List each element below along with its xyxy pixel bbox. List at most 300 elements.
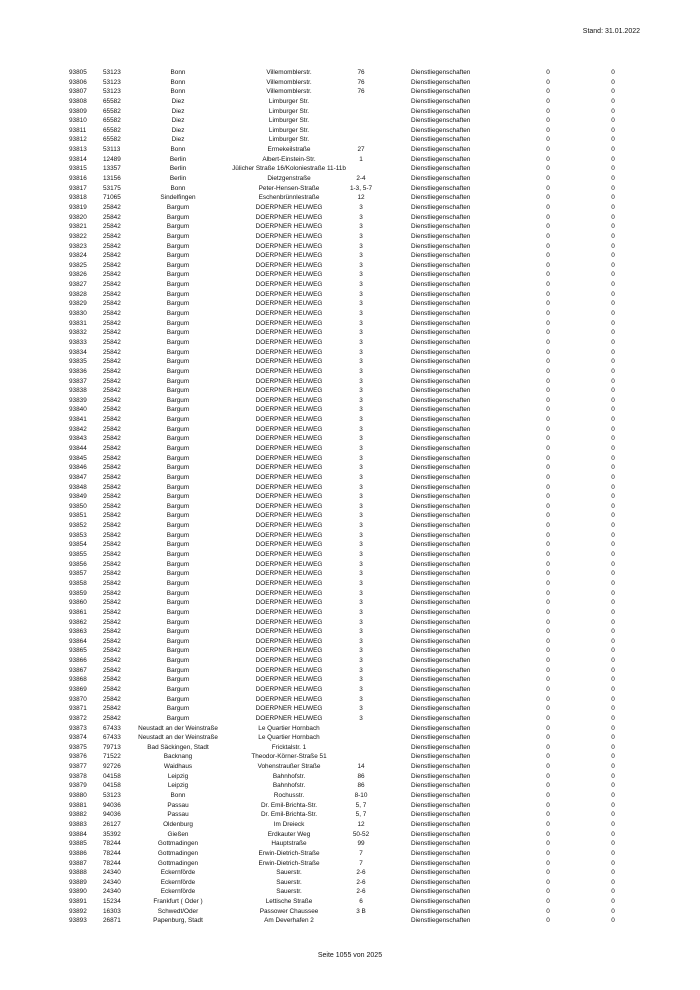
city: Bargum (166, 628, 190, 636)
row-id: 93851 (69, 512, 87, 520)
house-number: 1 (359, 155, 363, 163)
house-number: 3 (359, 367, 363, 375)
table-row (0, 116, 700, 126)
house-number: 3 (359, 483, 363, 491)
row-id: 93825 (69, 261, 87, 269)
street: DOERPNER HEUWEG (255, 464, 323, 472)
table-row (0, 155, 700, 165)
postal-code: 67433 (103, 724, 121, 732)
property-type: Dienstliegenschaften (411, 348, 471, 356)
table-row (0, 193, 700, 203)
house-number: 3 (359, 599, 363, 607)
property-type: Dienstliegenschaften (411, 425, 471, 433)
postal-code: 79713 (103, 743, 121, 751)
value-b: 0 (611, 811, 615, 819)
value-a: 0 (546, 898, 550, 906)
table-row (0, 299, 700, 309)
city: Bargum (166, 223, 190, 231)
city: Berlin (169, 165, 187, 173)
table-row (0, 328, 700, 338)
row-id: 93887 (69, 859, 87, 867)
house-number: 3 (359, 657, 363, 665)
table-row (0, 560, 700, 570)
value-b: 0 (611, 203, 615, 211)
value-a: 0 (546, 310, 550, 318)
postal-code: 25842 (103, 473, 121, 481)
street: Sauerstr. (276, 878, 302, 886)
row-id: 93832 (69, 329, 87, 337)
property-type: Dienstliegenschaften (411, 117, 471, 125)
street: Hauptstraße (271, 840, 307, 848)
street: DOERPNER HEUWEG (255, 454, 323, 462)
property-type: Dienstliegenschaften (411, 869, 471, 877)
city: Bargum (166, 435, 190, 443)
city: Bad Säckingen, Stadt (147, 743, 209, 751)
value-a: 0 (546, 502, 550, 510)
property-type: Dienstliegenschaften (411, 281, 471, 289)
postal-code: 78244 (103, 849, 121, 857)
property-type: Dienstliegenschaften (411, 772, 471, 780)
value-a: 0 (546, 705, 550, 713)
value-a: 0 (546, 763, 550, 771)
value-b: 0 (611, 310, 615, 318)
table-row (0, 569, 700, 579)
row-id: 93823 (69, 242, 87, 250)
value-a: 0 (546, 155, 550, 163)
value-b: 0 (611, 146, 615, 154)
street: Sauerstr. (276, 869, 302, 877)
city: Bargum (166, 338, 190, 346)
street: DOERPNER HEUWEG (255, 223, 323, 231)
value-a: 0 (546, 146, 550, 154)
value-a: 0 (546, 512, 550, 520)
street: DOERPNER HEUWEG (255, 319, 323, 327)
city: Diez (171, 97, 185, 105)
street: DOERPNER HEUWEG (255, 300, 323, 308)
table-row (0, 242, 700, 252)
house-number: 3 (359, 493, 363, 501)
row-id: 93822 (69, 232, 87, 240)
row-id: 93831 (69, 319, 87, 327)
value-b: 0 (611, 281, 615, 289)
house-number: 3 (359, 502, 363, 510)
postal-code: 25842 (103, 261, 121, 269)
value-a: 0 (546, 97, 550, 105)
value-b: 0 (611, 88, 615, 96)
street: Vohenstraußer Straße (257, 763, 321, 771)
value-a: 0 (546, 281, 550, 289)
value-b: 0 (611, 473, 615, 481)
street: DOERPNER HEUWEG (255, 608, 323, 616)
postal-code: 65582 (103, 126, 121, 134)
row-id: 93865 (69, 647, 87, 655)
city: Bargum (166, 570, 190, 578)
property-type: Dienstliegenschaften (411, 261, 471, 269)
postal-code: 25842 (103, 338, 121, 346)
street: DOERPNER HEUWEG (255, 252, 323, 260)
postal-code: 53175 (103, 184, 121, 192)
value-a: 0 (546, 743, 550, 751)
street: Le Quartier Hornbach (258, 724, 320, 732)
row-id: 93826 (69, 271, 87, 279)
table-row (0, 695, 700, 705)
row-id: 93837 (69, 377, 87, 385)
value-a: 0 (546, 117, 550, 125)
table-row (0, 868, 700, 878)
city: Bargum (166, 512, 190, 520)
table-row (0, 810, 700, 820)
row-id: 93890 (69, 888, 87, 896)
city: Bargum (166, 425, 190, 433)
city: Waidhaus (163, 763, 193, 771)
property-type: Dienstliegenschaften (411, 146, 471, 154)
house-number: 99 (357, 840, 365, 848)
value-b: 0 (611, 97, 615, 105)
city: Bonn (170, 792, 186, 800)
value-a: 0 (546, 849, 550, 857)
city: Bargum (166, 232, 190, 240)
house-number: 6 (359, 898, 363, 906)
city: Passau (167, 811, 189, 819)
table-row (0, 203, 700, 213)
property-type: Dienstliegenschaften (411, 579, 471, 587)
street: Dr. Emil-Brichta-Str. (260, 811, 318, 819)
city: Bargum (166, 367, 190, 375)
property-type: Dienstliegenschaften (411, 512, 471, 520)
table-row (0, 752, 700, 762)
table-row (0, 251, 700, 261)
postal-code: 25842 (103, 637, 121, 645)
property-type: Dienstliegenschaften (411, 184, 471, 192)
house-number: 7 (359, 859, 363, 867)
table-row (0, 97, 700, 107)
street: DOERPNER HEUWEG (255, 628, 323, 636)
property-type: Dienstliegenschaften (411, 830, 471, 838)
postal-code: 25842 (103, 579, 121, 587)
postal-code: 25842 (103, 541, 121, 549)
value-a: 0 (546, 194, 550, 202)
value-b: 0 (611, 232, 615, 240)
value-b: 0 (611, 570, 615, 578)
value-b: 0 (611, 406, 615, 414)
row-id: 93879 (69, 782, 87, 790)
property-type: Dienstliegenschaften (411, 203, 471, 211)
row-id: 93835 (69, 358, 87, 366)
postal-code: 25842 (103, 367, 121, 375)
value-a: 0 (546, 203, 550, 211)
postal-code: 53123 (103, 792, 121, 800)
row-id: 93819 (69, 203, 87, 211)
property-type: Dienstliegenschaften (411, 78, 471, 86)
row-id: 93844 (69, 444, 87, 452)
table-row (0, 531, 700, 541)
street: DOERPNER HEUWEG (255, 695, 323, 703)
postal-code: 25842 (103, 232, 121, 240)
property-type: Dienstliegenschaften (411, 820, 471, 828)
value-b: 0 (611, 329, 615, 337)
table-row (0, 830, 700, 840)
city: Bargum (166, 444, 190, 452)
row-id: 93818 (69, 194, 87, 202)
value-a: 0 (546, 560, 550, 568)
value-a: 0 (546, 551, 550, 559)
street: Erwin-Dietrich-Straße (258, 849, 320, 857)
value-a: 0 (546, 406, 550, 414)
value-a: 0 (546, 724, 550, 732)
value-b: 0 (611, 425, 615, 433)
street: Jülicher Straße 16/Koloniestraße 11-11b (232, 165, 346, 173)
postal-code: 13156 (103, 175, 121, 183)
postal-code: 25842 (103, 676, 121, 684)
postal-code: 25842 (103, 599, 121, 607)
value-a: 0 (546, 878, 550, 886)
house-number: 3 (359, 242, 363, 250)
postal-code: 12489 (103, 155, 121, 163)
postal-code: 25842 (103, 310, 121, 318)
house-number: 3 (359, 541, 363, 549)
house-number: 8-10 (354, 792, 368, 800)
row-id: 93827 (69, 281, 87, 289)
street: DOERPNER HEUWEG (255, 589, 323, 597)
value-b: 0 (611, 907, 615, 915)
house-number: 3 (359, 271, 363, 279)
property-type: Dienstliegenschaften (411, 387, 471, 395)
value-a: 0 (546, 300, 550, 308)
property-type: Dienstliegenschaften (411, 396, 471, 404)
property-type: Dienstliegenschaften (411, 358, 471, 366)
house-number: 3 (359, 695, 363, 703)
value-a: 0 (546, 579, 550, 587)
street: DOERPNER HEUWEG (255, 213, 323, 221)
value-a: 0 (546, 686, 550, 693)
value-b: 0 (611, 223, 615, 231)
street: DOERPNER HEUWEG (255, 387, 323, 395)
city: Eckernförde (160, 878, 196, 886)
house-number: 12 (357, 820, 365, 828)
value-a: 0 (546, 78, 550, 86)
street: DOERPNER HEUWEG (255, 522, 323, 530)
house-number: 3 (359, 714, 363, 722)
city: Bargum (166, 637, 190, 645)
street: DOERPNER HEUWEG (255, 531, 323, 539)
value-a: 0 (546, 387, 550, 395)
value-b: 0 (611, 165, 615, 173)
house-number: 3 (359, 329, 363, 337)
street: Passower Chaussee (259, 907, 319, 915)
property-type: Dienstliegenschaften (411, 107, 471, 115)
postal-code: 25842 (103, 213, 121, 221)
city: Bargum (166, 522, 190, 530)
row-id: 93839 (69, 396, 87, 404)
property-type: Dienstliegenschaften (411, 647, 471, 655)
row-id: 93884 (69, 830, 87, 838)
street: DOERPNER HEUWEG (255, 705, 323, 713)
city: Bargum (166, 358, 190, 366)
street: Limburger Str. (268, 117, 310, 125)
house-number: 3 (359, 358, 363, 366)
value-b: 0 (611, 782, 615, 790)
property-type: Dienstliegenschaften (411, 637, 471, 645)
value-b: 0 (611, 676, 615, 684)
row-id: 93875 (69, 743, 87, 751)
city: Bargum (166, 300, 190, 308)
row-id: 93813 (69, 146, 87, 154)
value-a: 0 (546, 473, 550, 481)
table-row (0, 839, 700, 849)
street: Villemomblerstr. (266, 69, 312, 76)
postal-code: 25842 (103, 377, 121, 385)
property-type: Dienstliegenschaften (411, 618, 471, 626)
street: Villemomblerstr. (266, 88, 312, 96)
street: Peter-Hensen-Straße (258, 184, 320, 192)
value-a: 0 (546, 175, 550, 183)
city: Bargum (166, 377, 190, 385)
postal-code: 24340 (103, 888, 121, 896)
property-type: Dienstliegenschaften (411, 589, 471, 597)
value-b: 0 (611, 917, 615, 925)
street: DOERPNER HEUWEG (255, 232, 323, 240)
value-b: 0 (611, 560, 615, 568)
postal-code: 25842 (103, 589, 121, 597)
value-b: 0 (611, 801, 615, 809)
value-b: 0 (611, 599, 615, 607)
property-type: Dienstliegenschaften (411, 734, 471, 742)
value-a: 0 (546, 676, 550, 684)
table-row (0, 887, 700, 897)
property-type: Dienstliegenschaften (411, 444, 471, 452)
row-id: 93886 (69, 849, 87, 857)
postal-code: 26127 (103, 820, 121, 828)
property-type: Dienstliegenschaften (411, 724, 471, 732)
value-b: 0 (611, 898, 615, 906)
street: Le Quartier Hornbach (258, 734, 320, 742)
row-id: 93840 (69, 406, 87, 414)
property-type: Dienstliegenschaften (411, 493, 471, 501)
postal-code: 25842 (103, 329, 121, 337)
postal-code: 78244 (103, 859, 121, 867)
property-type: Dienstliegenschaften (411, 194, 471, 202)
value-a: 0 (546, 261, 550, 269)
property-type: Dienstliegenschaften (411, 888, 471, 896)
value-b: 0 (611, 579, 615, 587)
row-id: 93872 (69, 714, 87, 722)
street: DOERPNER HEUWEG (255, 435, 323, 443)
row-id: 93811 (69, 126, 87, 134)
row-id: 93864 (69, 637, 87, 645)
postal-code: 25842 (103, 551, 121, 559)
property-type: Dienstliegenschaften (411, 126, 471, 134)
street: DOERPNER HEUWEG (255, 261, 323, 269)
value-b: 0 (611, 502, 615, 510)
property-type: Dienstliegenschaften (411, 175, 471, 183)
house-number: 3 (359, 676, 363, 684)
street: Erdkauter Weg (267, 830, 311, 838)
city: Bargum (166, 387, 190, 395)
row-id: 93824 (69, 252, 87, 260)
city: Leipzig (167, 772, 189, 780)
postal-code: 25842 (103, 657, 121, 665)
street: Lettische Straße (265, 898, 313, 906)
house-number: 1-3, 5-7 (349, 184, 373, 192)
table-row (0, 743, 700, 753)
table-row (0, 502, 700, 512)
street: DOERPNER HEUWEG (255, 512, 323, 520)
table-row (0, 801, 700, 811)
table-row (0, 68, 700, 78)
house-number: 7 (359, 849, 363, 857)
table-row (0, 511, 700, 521)
street: Sauerstr. (276, 888, 302, 896)
property-type: Dienstliegenschaften (411, 232, 471, 240)
value-b: 0 (611, 213, 615, 221)
postal-code: 25842 (103, 608, 121, 616)
postal-code: 25842 (103, 512, 121, 520)
house-number: 3 (359, 628, 363, 636)
table-row (0, 550, 700, 560)
table-row (0, 377, 700, 387)
city: Bargum (166, 319, 190, 327)
city: Eckernförde (160, 869, 196, 877)
property-type: Dienstliegenschaften (411, 840, 471, 848)
value-b: 0 (611, 724, 615, 732)
city: Bargum (166, 705, 190, 713)
value-b: 0 (611, 878, 615, 886)
row-id: 93863 (69, 628, 87, 636)
street: Eschenbrünnlestraße (258, 194, 320, 202)
postal-code: 78244 (103, 840, 121, 848)
value-b: 0 (611, 647, 615, 655)
value-b: 0 (611, 416, 615, 424)
value-a: 0 (546, 444, 550, 452)
table-row (0, 849, 700, 859)
row-id: 93845 (69, 454, 87, 462)
house-number: 3 (359, 473, 363, 481)
table-row (0, 290, 700, 300)
value-b: 0 (611, 367, 615, 375)
value-a: 0 (546, 820, 550, 828)
postal-code: 25842 (103, 435, 121, 443)
house-number: 3 (359, 589, 363, 597)
house-number: 3 (359, 300, 363, 308)
table-row (0, 309, 700, 319)
table-row (0, 261, 700, 271)
house-number: 3 (359, 290, 363, 298)
value-a: 0 (546, 869, 550, 877)
street: DOERPNER HEUWEG (255, 271, 323, 279)
postal-code: 25842 (103, 502, 121, 510)
postal-code: 25842 (103, 387, 121, 395)
table-row (0, 463, 700, 473)
postal-code: 25842 (103, 647, 121, 655)
property-type: Dienstliegenschaften (411, 560, 471, 568)
postal-code: 25842 (103, 628, 121, 636)
row-id: 93871 (69, 705, 87, 713)
city: Bonn (170, 184, 186, 192)
property-type: Dienstliegenschaften (411, 435, 471, 443)
property-type: Dienstliegenschaften (411, 483, 471, 491)
value-b: 0 (611, 888, 615, 896)
table-row (0, 781, 700, 791)
value-b: 0 (611, 840, 615, 848)
row-id: 93815 (69, 165, 87, 173)
table-row (0, 598, 700, 608)
postal-code: 24340 (103, 878, 121, 886)
street: DOERPNER HEUWEG (255, 483, 323, 491)
city: Bargum (166, 213, 190, 221)
street: DOERPNER HEUWEG (255, 570, 323, 578)
value-b: 0 (611, 763, 615, 771)
postal-code: 53123 (103, 88, 121, 96)
